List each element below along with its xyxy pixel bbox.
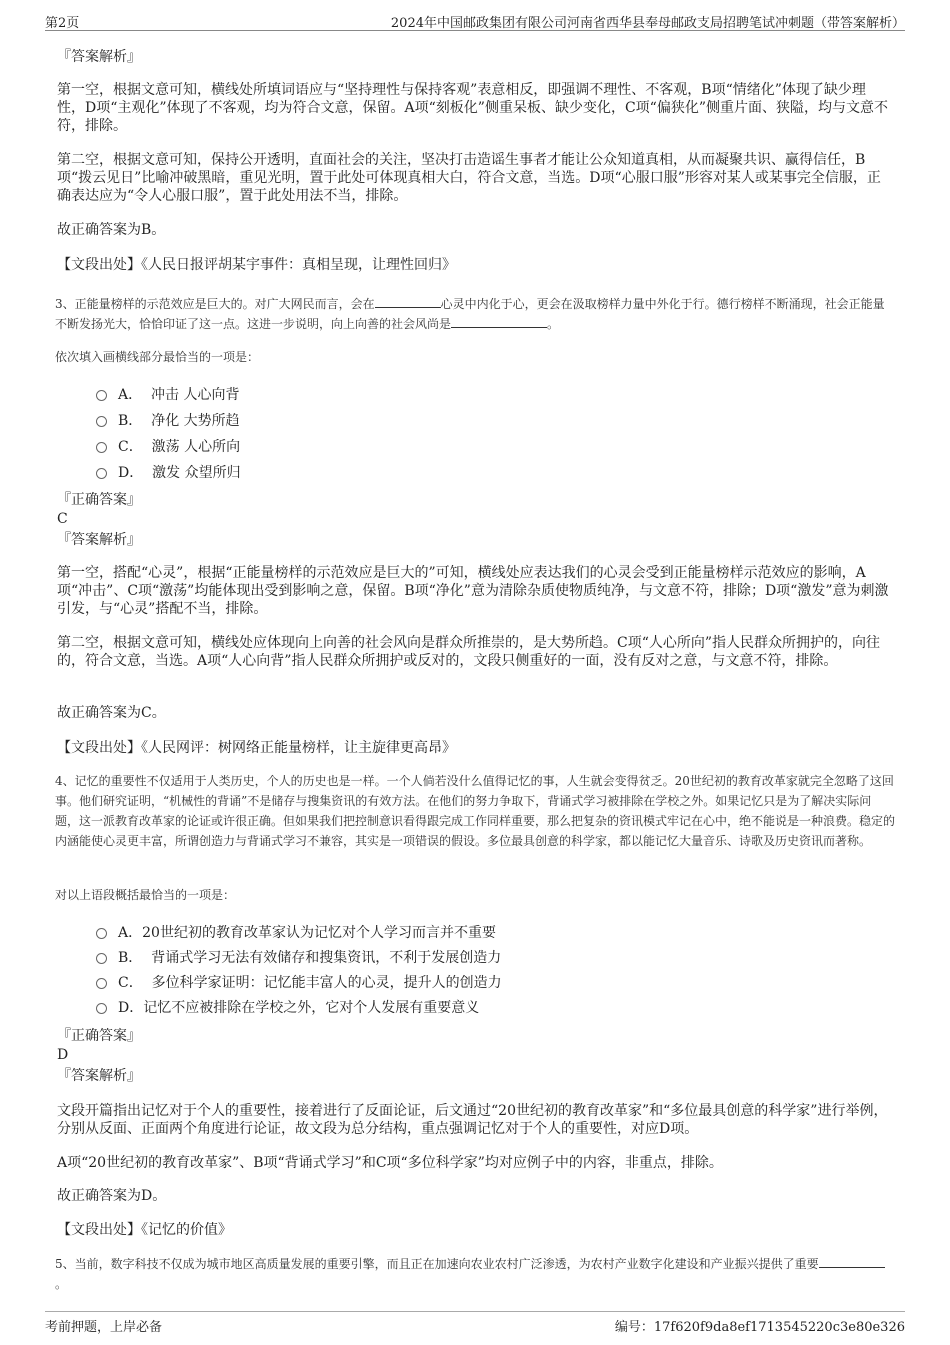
q5-stem bbox=[55, 1254, 895, 1294]
q4-analysis-label: 『答案解析』 bbox=[57, 1068, 141, 1084]
q2-analysis-conclusion: 故正确答案为B。 bbox=[57, 222, 166, 238]
q5-stem-part-b: 。 bbox=[55, 1277, 68, 1291]
q4-analysis-conclusion: 故正确答案为D。 bbox=[57, 1188, 167, 1204]
q4-source: 【文段出处】《记忆的价值》 bbox=[57, 1222, 232, 1238]
document-title: 2024年中国邮政集团有限公司河南省西华县奉母邮政支局招聘笔试冲刺题（带答案解析） bbox=[390, 16, 905, 31]
q4-option-b[interactable] bbox=[96, 949, 501, 967]
radio-icon[interactable] bbox=[96, 928, 107, 939]
q3-analysis-p2: 第二空，根据文意可知，横线处应体现向上向善的社会风向是群众所推崇的，是大势所趋。C项“人心所向”指人民群众所拥护的，向往的，符合文意，当选。A项“人心向背”指人民群众所拥护或反对的，文段只侧重好的一面，没有反对之意，与文意不符，排除。 bbox=[57, 635, 881, 669]
radio-icon[interactable] bbox=[96, 416, 107, 427]
radio-icon[interactable] bbox=[96, 468, 107, 479]
q3-stem-part-c: 。 bbox=[547, 317, 560, 331]
q4-option-a[interactable] bbox=[96, 924, 496, 942]
q4-analysis-p1: 文段开篇指出记忆对于个人的重要性，接着进行了反面论证，后文通过“20世纪初的教育改革家”和“多位最具创意的科学家”进行举例，分别从反面、正面两个角度进行论证，故文段为总分结构，重点强调记忆对于个人的重要性，对应D项。 bbox=[57, 1103, 888, 1137]
footer-slogan: 考前押题，上岸必备 bbox=[45, 1320, 163, 1335]
radio-icon[interactable] bbox=[96, 953, 107, 964]
q3-blank-2 bbox=[451, 315, 547, 328]
option-text: 激荡 人心所向 bbox=[151, 439, 241, 455]
q4-stem: 4、记忆的重要性不仅适用于人类历史，个人的历史也是一样。一个人倘若没什么值得记忆的事，人生就会变得贫乏。20世纪初的教育改革家就完全忽略了这回事。他们研究证明，“机械性的背诵”不是储存与搜集资讯的有效方法。在他们的努力争取下，背诵式学习被排除在学校之外。如果记忆只是为了解决实际问题，这一派教育改革家的论证或许很正确。但如果我们把控制意识看得跟完成工作同样重要，那么把复杂的资讯模式牢记在心中，绝不能说是一种浪费。稳定的内涵能使心灵更丰富，所谓创造力与背诵式学习不兼容，其实是一项错误的假设。多位最具创意的科学家，都以能记忆大量音乐、诗歌及历史资讯而著称。 bbox=[55, 774, 896, 848]
q3-option-b[interactable] bbox=[96, 412, 240, 430]
q3-stem bbox=[55, 294, 895, 334]
q3-analysis-label: 『答案解析』 bbox=[57, 532, 141, 548]
option-label: D． bbox=[118, 465, 144, 481]
radio-icon[interactable] bbox=[96, 1003, 107, 1014]
option-text: 冲击 人心向背 bbox=[151, 387, 240, 403]
option-label: D． bbox=[118, 1000, 144, 1016]
option-label: B． bbox=[118, 950, 143, 966]
q3-answer-label: 『正确答案』 bbox=[57, 492, 141, 508]
q3-answer: C bbox=[57, 511, 68, 527]
q3-stem-part-a: 3、正能量榜样的示范效应是巨大的。对广大网民而言，会在 bbox=[55, 297, 375, 311]
option-label: A． bbox=[118, 387, 143, 403]
q3-analysis-conclusion: 故正确答案为C。 bbox=[57, 705, 166, 721]
q3-option-d[interactable] bbox=[96, 464, 241, 482]
q3-analysis-p1: 第一空，搭配“心灵”，根据“正能量榜样的示范效应是巨大的”可知，横线处应表达我们的心灵会受到正能量榜样示范效应的影响，A项“冲击”、C项“激荡”均能体现出受到影响之意，保留。B项“净化”意为清除杂质使物质纯净，与文意不符，排除；D项“激发”意为刺激引发，与“心灵”搭配不当，排除。 bbox=[57, 565, 889, 617]
option-text: 20世纪初的教育改革家认为记忆对个人学习而言并不重要 bbox=[142, 925, 496, 941]
q3-prompt: 依次填入画横线部分最恰当的一项是： bbox=[55, 350, 260, 364]
q2-analysis-label: 『答案解析』 bbox=[57, 49, 141, 65]
q5-blank-1 bbox=[819, 1255, 885, 1268]
q4-answer-label: 『正确答案』 bbox=[57, 1028, 141, 1044]
option-text: 激发 众望所归 bbox=[152, 465, 241, 481]
q2-source: 【文段出处】《人民日报评胡某宇事件：真相呈现，让理性回归》 bbox=[57, 257, 456, 273]
option-text: 记忆不应被排除在学校之外，它对个人发展有重要意义 bbox=[143, 1000, 480, 1016]
q4-option-d[interactable] bbox=[96, 999, 479, 1017]
option-label: C． bbox=[118, 439, 143, 455]
q3-option-c[interactable] bbox=[96, 438, 240, 456]
option-text: 背诵式学习无法有效储存和搜集资讯，不利于发展创造力 bbox=[151, 950, 502, 966]
q3-stem-part-b: 心灵中内化于心，更会在汲取榜样力量中外化于行。德行榜样不断涌现，社会正能量不断发扬光大，恰恰印证了这一点。这进一步说明，向上向善的社会风尚是 bbox=[55, 297, 885, 331]
q2-analysis-p1: 第一空，根据文意可知，横线处所填词语应与“坚持理性与保持客观”表意相反，即强调不理性、不客观，B项“情绪化”体现了缺少理性，D项“主观化”体现了不客观，均为符合文意，保留。A项“刻板化”侧重呆板、缺少变化，C项“偏狭化”侧重片面、狭隘，均与文意不符，排除。 bbox=[57, 82, 888, 134]
q4-analysis-p2: A项“20世纪初的教育改革家”、B项“背诵式学习”和C项“多位科学家”均对应例子中的内容，非重点，排除。 bbox=[57, 1155, 723, 1171]
q4-option-c[interactable] bbox=[96, 974, 502, 992]
q4-prompt: 对以上语段概括最恰当的一项是： bbox=[55, 888, 236, 902]
option-text: 净化 大势所趋 bbox=[151, 413, 240, 429]
option-label: A． bbox=[118, 925, 143, 941]
q2-analysis-p2: 第二空，根据文意可知，保持公开透明，直面社会的关注，坚决打击造谣生事者才能让公众知道真相，从而凝聚共识、赢得信任，B项“拨云见日”比喻冲破黑暗，重见光明，置于此处可体现真相大白，符合文意，当选。D项“心服口服”形容对某人或某事完全信服，正确表达应为“令人心服口服”，置于此处用法不当，排除。 bbox=[57, 152, 881, 204]
option-label: B． bbox=[118, 413, 143, 429]
document-id: 编号：17f620f9da8ef1713545220c3e80e326 bbox=[614, 1320, 905, 1335]
page-footer bbox=[45, 1311, 905, 1334]
option-label: C． bbox=[118, 975, 143, 991]
radio-icon[interactable] bbox=[96, 390, 107, 401]
q5-stem-part-a: 5、当前，数字科技不仅成为城市地区高质量发展的重要引擎，而且正在加速向农业农村广泛渗透，为农村产业数字化建设和产业振兴提供了重要 bbox=[55, 1257, 819, 1271]
q4-answer: D bbox=[57, 1047, 69, 1063]
radio-icon[interactable] bbox=[96, 442, 107, 453]
radio-icon[interactable] bbox=[96, 978, 107, 989]
page-header bbox=[45, 10, 905, 31]
q3-option-a[interactable] bbox=[96, 386, 239, 404]
page-number: 第2页 bbox=[45, 16, 80, 31]
q3-source: 【文段出处】《人民网评：树网络正能量榜样，让主旋律更高昂》 bbox=[57, 740, 456, 756]
q3-blank-1 bbox=[375, 295, 441, 308]
option-text: 多位科学家证明：记忆能丰富人的心灵，提升人的创造力 bbox=[151, 975, 502, 991]
